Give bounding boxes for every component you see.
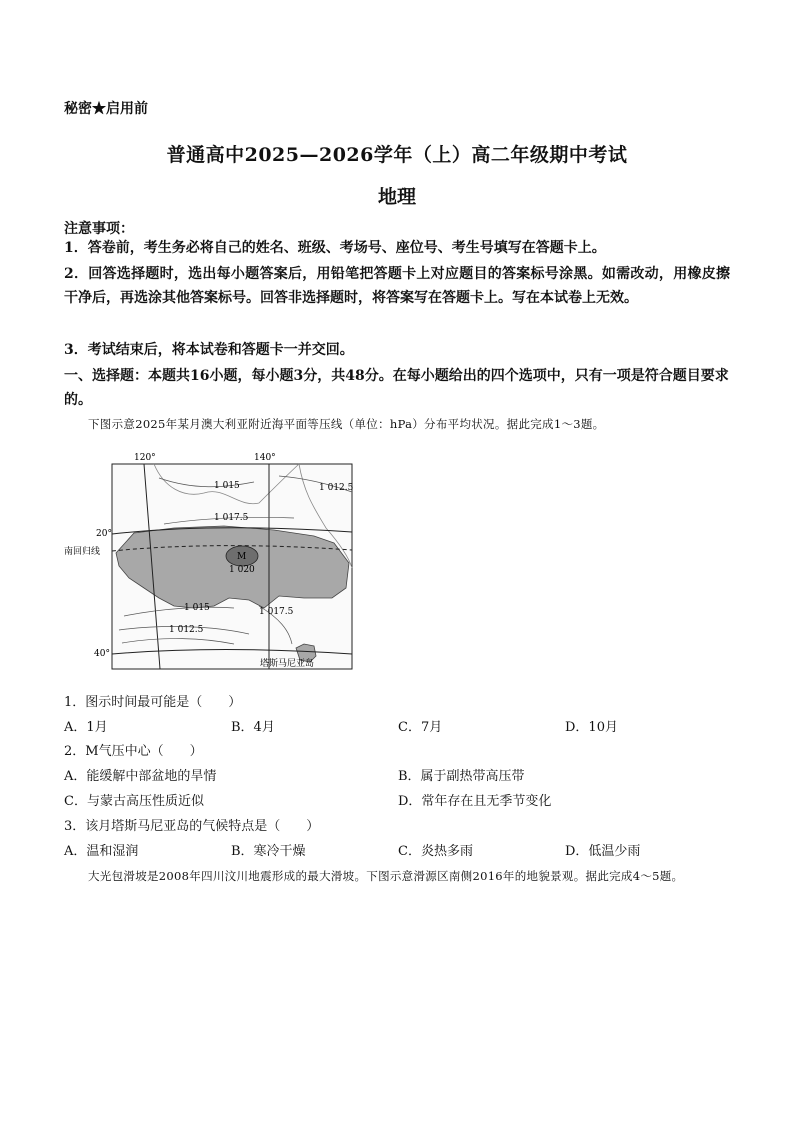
- passage-2: 大光包滑坡是2008年四川汶川地震形成的最大滑坡。下图示意滑源区南侧2016年的地貌景观。据此完成4～5题。: [88, 869, 684, 883]
- isobar-label: 1 015: [184, 603, 210, 613]
- exam-subject: 地理: [377, 186, 416, 208]
- lat-label-20: 20°: [96, 529, 112, 539]
- question-3-stem: 3．该月塔斯马尼亚岛的气候特点是（ ）: [64, 819, 320, 834]
- isobar-label: 1 017.5: [259, 607, 294, 617]
- m-center-label: M: [237, 552, 247, 562]
- secret-label: 秘密★启用前: [64, 101, 148, 117]
- section-heading: 一、选择题：本题共16小题，每小题3分，共48分。在每小题给出的四个选项中，只有一项是符合题目要求的。: [64, 368, 729, 408]
- island-label: 塔斯马尼亚岛: [260, 659, 315, 669]
- q1-option-d: D．10月: [565, 720, 618, 735]
- q2-option-b: B．属于副热带高压带: [398, 769, 525, 784]
- q3-option-b: B．寒冷干燥: [231, 844, 306, 859]
- notes-heading: 注意事项：: [64, 221, 134, 237]
- q3-option-c: C．炎热多雨: [398, 844, 473, 859]
- q2-option-a: A．能缓解中部盆地的旱情: [64, 769, 217, 784]
- lon-label-120: 120°: [134, 453, 156, 463]
- isobar-label: 1 020: [229, 565, 255, 575]
- lon-label-140: 140°: [254, 453, 276, 463]
- question-2-stem: 2．M气压中心（ ）: [64, 744, 203, 759]
- exam-title: 普通高中2025—2026学年（上）高二年级期中考试: [166, 144, 628, 166]
- q1-option-b: B．4月: [231, 720, 275, 735]
- q2-option-c: C．与蒙古高压性质近似: [64, 794, 204, 809]
- isobar-label: 1 012.5: [169, 625, 204, 635]
- isobar-map: [64, 448, 364, 678]
- q2-option-d: D．常年存在且无季节变化: [398, 794, 552, 809]
- note-item-1: 1．答卷前，考生务必将自己的姓名、班级、考场号、座位号、考生号填写在答题卡上。: [64, 240, 606, 256]
- isobar-label: 1 012.5: [319, 483, 354, 493]
- isobar-label: 1 015: [214, 481, 240, 491]
- q1-option-c: C．7月: [398, 720, 443, 735]
- passage-1: 下图示意2025年某月澳大利亚附近海平面等压线（单位：hPa）分布平均状况。据此完成1～3题。: [88, 417, 605, 431]
- lat-label-40: 40°: [94, 649, 110, 659]
- q3-option-d: D．低温少雨: [565, 844, 641, 859]
- note-item-2: 2．回答选择题时，选出每小题答案后，用铅笔把答题卡上对应题目的答案标号涂黑。如需改动，用橡皮擦干净后，再选涂其他答案标号。回答非选择题时，将答案写在答题卡上。写在本试卷上无效。: [64, 266, 730, 306]
- question-1-stem: 1．图示时间最可能是（ ）: [64, 695, 242, 710]
- isobar-label: 1 017.5: [214, 513, 249, 523]
- note-item-3: 3．考试结束后，将本试卷和答题卡一并交回。: [64, 342, 354, 358]
- q1-option-a: A．1月: [64, 720, 108, 735]
- tropic-label: 南回归线: [64, 547, 101, 557]
- q3-option-a: A．温和湿润: [64, 844, 139, 859]
